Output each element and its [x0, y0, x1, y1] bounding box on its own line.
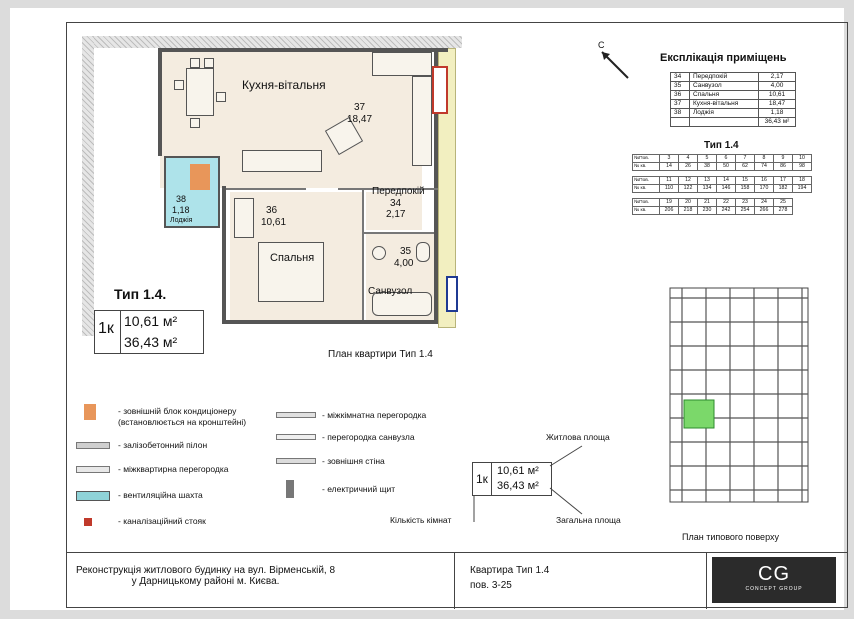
typical-floor-caption: План типового поверху — [682, 532, 779, 542]
bath-name: Санвузол — [368, 286, 413, 297]
floor-grid-row — [633, 199, 793, 207]
explication-cell-area: 2,17 — [759, 73, 796, 82]
explication-cell-area: 18,47 — [759, 100, 796, 109]
blank — [690, 118, 759, 127]
legend-label: - зовнішній блок кондиціонеру (встановлюється на кронштейні) — [118, 406, 247, 427]
explication-total: 36,43 м² — [759, 118, 796, 127]
floor-grid-block — [632, 198, 793, 215]
floor-grid-head: № кв. — [633, 185, 660, 193]
explication-cell-name: Санвузол — [690, 82, 759, 91]
floor-grid-cell: 50 — [717, 163, 736, 171]
vent-shaft — [446, 276, 458, 312]
plan-caption: План квартири Тип 1.4 — [328, 349, 433, 360]
floor-grid-row — [633, 177, 812, 185]
exterior-wall — [82, 36, 94, 336]
legend-swatch — [76, 442, 110, 449]
wall — [222, 186, 226, 324]
washbasin — [372, 246, 386, 260]
floor-grid-cell: 13 — [698, 177, 717, 185]
floor-grid-cell: 182 — [774, 185, 793, 193]
explication-cell-num: 36 — [671, 91, 690, 100]
hall-area: 2,17 — [386, 209, 406, 220]
divider — [120, 310, 121, 354]
kitchen-counter — [372, 52, 432, 76]
explication-cell-num: 35 — [671, 82, 690, 91]
floor-grid-head: №Пов. — [633, 155, 660, 163]
footer-apartment: Квартира Тип 1.4 — [470, 565, 550, 576]
type-card-rooms: 1к — [98, 320, 114, 337]
bath-area: 4,00 — [394, 258, 414, 269]
floor-grid-cell: 230 — [698, 207, 717, 215]
floor-grid-cell: 8 — [755, 155, 774, 163]
legend-label: - електричний щит — [322, 484, 396, 494]
bedroom-area: 10,61 — [261, 217, 287, 228]
partition — [364, 232, 434, 234]
floor-grid-cell: 14 — [717, 177, 736, 185]
key-card-living: 10,61 м² — [497, 465, 539, 477]
floor-grid-block — [632, 176, 812, 193]
floor-grid-cell: 4 — [679, 155, 698, 163]
chair — [174, 80, 184, 90]
floor-grid-block — [632, 154, 812, 171]
dining-table — [186, 68, 214, 116]
divider — [454, 553, 455, 609]
loggia-name: Лоджія — [170, 217, 193, 224]
floor-grid-title: Тип 1.4 — [704, 140, 739, 151]
floor-grid-cell: 3 — [660, 155, 679, 163]
explication-row — [671, 109, 796, 118]
ac-unit — [190, 164, 210, 190]
typical-floor-plan — [664, 268, 814, 530]
floor-grid-cell: 19 — [660, 199, 679, 207]
footer — [66, 552, 848, 609]
type-card-living: 10,61 м² — [124, 313, 178, 329]
legend-label: - перегородка санвузла — [322, 432, 415, 442]
floor-grid-cell: 122 — [679, 185, 698, 193]
floor-grid-cell: 5 — [698, 155, 717, 163]
bed — [258, 242, 324, 302]
explication-row — [671, 100, 796, 109]
legend-label: - зовнішня стіна — [322, 456, 385, 466]
floor-grid-cell: 110 — [660, 185, 679, 193]
floor-grid-cell: 62 — [736, 163, 755, 171]
kitchen-num: 37 — [354, 102, 366, 113]
logo-mark: CG — [758, 563, 790, 585]
explication-total-row — [671, 118, 796, 127]
floor-grid-head: №Пов. — [633, 199, 660, 207]
explication-cell-area: 1,18 — [759, 109, 796, 118]
bedroom-num: 36 — [266, 205, 278, 216]
floor-grid-head: № кв. — [633, 163, 660, 171]
floor-grid-head: №Пов. — [633, 177, 660, 185]
key-total-label: Загальна площа — [556, 515, 621, 525]
key-card-total: 36,43 м² — [497, 480, 539, 492]
legend-swatch — [84, 404, 96, 420]
legend-swatch — [76, 491, 110, 501]
floor-grid-cell: 158 — [736, 185, 755, 193]
floor-grid-cell: 22 — [717, 199, 736, 207]
floor-grid-row — [633, 163, 812, 171]
floor-grid-cell: 7 — [736, 155, 755, 163]
compass-label: С — [598, 40, 605, 50]
explication-cell-num: 38 — [671, 109, 690, 118]
explication-table — [670, 72, 796, 127]
floor-grid-cell: 278 — [774, 207, 793, 215]
legend-label: - міжкімнатна перегородка — [322, 410, 427, 420]
explication-cell-area: 4,00 — [759, 82, 796, 91]
floor-grid-cell: 6 — [717, 155, 736, 163]
loggia-num: 38 — [176, 194, 187, 204]
legend-swatch — [286, 480, 294, 498]
floor-grid-cell: 170 — [755, 185, 774, 193]
chair — [216, 92, 226, 102]
sofa — [242, 150, 322, 172]
floor-grid-row — [633, 185, 812, 193]
legend-swatch — [276, 434, 316, 440]
floor-grid-cell: 9 — [774, 155, 793, 163]
floor-grid-head: № кв. — [633, 207, 660, 215]
floor-grid-cell: 38 — [698, 163, 717, 171]
typical-floor-drawing — [664, 268, 814, 530]
floor-grid-cell: 20 — [679, 199, 698, 207]
logo-sub: CONCEPT GROUP — [745, 586, 803, 592]
partition — [362, 188, 364, 320]
compass-arrow-icon — [598, 48, 634, 84]
logo — [712, 557, 836, 603]
kitchen-counter — [412, 76, 432, 166]
key-card-rooms: 1к — [476, 472, 488, 486]
floor-grid-cell: 266 — [755, 207, 774, 215]
explication-row — [671, 91, 796, 100]
floor-grid-cell: 24 — [755, 199, 774, 207]
exterior-wall — [82, 36, 462, 48]
type-card — [94, 284, 210, 358]
floor-grid-cell: 11 — [660, 177, 679, 185]
floor-grid-cell: 21 — [698, 199, 717, 207]
type-card-total: 36,43 м² — [124, 334, 178, 350]
floor-grid-cell: 25 — [774, 199, 793, 207]
footer-project: Реконструкція житлового будинку на вул. Вірменській, 8 у Дарницькому районі м. Києва. — [76, 565, 336, 587]
chair — [190, 118, 200, 128]
legend-label: - вентиляційна шахта — [118, 490, 203, 500]
explication-row — [671, 73, 796, 82]
explication-cell-name: Лоджія — [690, 109, 759, 118]
partition — [226, 188, 306, 190]
chair — [190, 58, 200, 68]
floor-grid-cell: 16 — [755, 177, 774, 185]
floor-grid-cell: 86 — [774, 163, 793, 171]
kitchen-name: Кухня-вітальня — [242, 78, 326, 92]
floor-grid-cell: 74 — [755, 163, 774, 171]
hall-name: Передпокій — [372, 186, 425, 197]
floor-grid-cell: 218 — [679, 207, 698, 215]
wall — [158, 48, 162, 156]
floor-grid-cell: 26 — [679, 163, 698, 171]
floor-grid-cell: 194 — [793, 185, 812, 193]
floor-grid-cell: 14 — [660, 163, 679, 171]
floor-grid-cell: 12 — [679, 177, 698, 185]
legend-swatch — [84, 518, 92, 526]
toilet — [416, 242, 430, 262]
floor-grid-cell: 134 — [698, 185, 717, 193]
legend-swatch — [276, 458, 316, 464]
floor-grid-cell: 98 — [793, 163, 812, 171]
kitchen-area: 18,47 — [347, 114, 373, 125]
floor-grid-row — [633, 207, 793, 215]
explication-cell-area: 10,61 — [759, 91, 796, 100]
floor-grid-cell: 15 — [736, 177, 755, 185]
explication-cell-name: Кухня-вітальня — [690, 100, 759, 109]
floor-grid-cell: 17 — [774, 177, 793, 185]
floor-grid-cell: 18 — [793, 177, 812, 185]
legend-swatch — [276, 412, 316, 418]
explication-cell-name: Спальня — [690, 91, 759, 100]
explication-cell-num: 37 — [671, 100, 690, 109]
floor-grid-cell: 242 — [717, 207, 736, 215]
floor-grid-row — [633, 155, 812, 163]
loggia-area: 1,18 — [172, 205, 190, 215]
floor-grid-cell: 254 — [736, 207, 755, 215]
floor-grid-cell: 206 — [660, 207, 679, 215]
wall — [222, 320, 438, 324]
bedroom-name: Спальня — [270, 252, 315, 264]
explication-cell-num: 34 — [671, 73, 690, 82]
wardrobe — [234, 198, 254, 238]
sewer-riser — [432, 66, 448, 114]
hall-num: 34 — [390, 198, 402, 209]
chair — [204, 58, 214, 68]
type-card-title: Тип 1.4. — [114, 286, 167, 302]
legend-label: - каналізаційний стояк — [118, 516, 206, 526]
floor-grid-cell: 10 — [793, 155, 812, 163]
bath-num: 35 — [400, 246, 412, 257]
key-rooms-label: Кількість кімнат — [390, 515, 452, 525]
floor-grid-cell: 23 — [736, 199, 755, 207]
legend-swatch — [76, 466, 110, 473]
key-living-label: Житлова площа — [546, 432, 610, 442]
explication-row — [671, 82, 796, 91]
floor-grid-cell: 146 — [717, 185, 736, 193]
blank — [671, 118, 690, 127]
explication-title: Експлікація приміщень — [660, 52, 787, 64]
explication-cell-name: Передпокій — [690, 73, 759, 82]
legend-label: - залізобетонний пілон — [118, 440, 208, 450]
legend-label: - міжквартирна перегородка — [118, 464, 229, 474]
divider — [706, 553, 707, 609]
footer-floors: пов. 3-25 — [470, 580, 512, 591]
drawing-sheet — [10, 8, 844, 610]
